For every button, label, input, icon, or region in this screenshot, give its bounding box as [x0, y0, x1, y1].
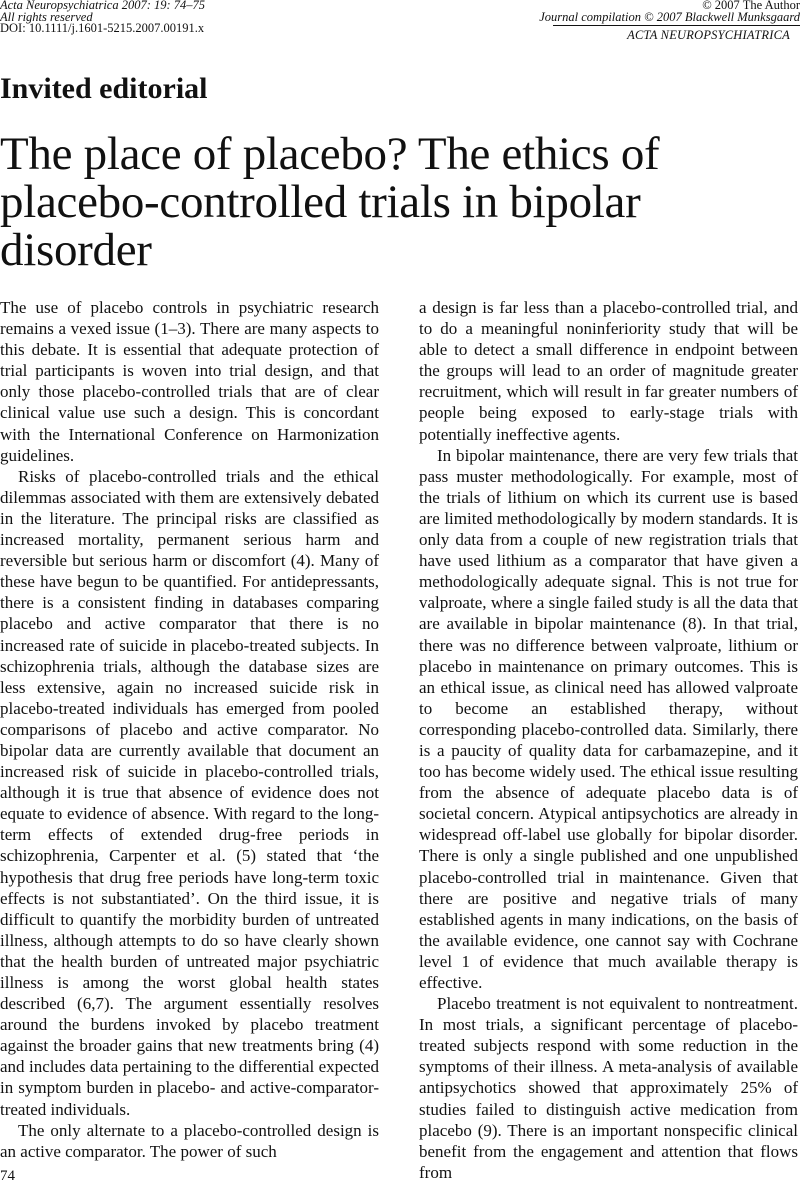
doi-line: DOI: 10.1111/j.1601-5215.2007.00191.x — [0, 21, 205, 35]
journal-copyright: Journal compilation © 2007 Blackwell Munksgaard — [539, 9, 800, 24]
citation-line: Acta Neuropsychiatrica 2007: 19: 74–75 — [0, 0, 206, 12]
left-column — [0, 297, 379, 1162]
author-copyright: © 2007 The Author — [702, 0, 800, 12]
page-number: 74 — [0, 1168, 15, 1184]
paragraph: In bipolar maintenance, there are very few trials that pass muster methodologically. For example, most of the trials of lithium on which its current use is based are limited methodologically by modern standards. It is only data from a couple of new registration trials that have used lithium as a comparator that have given a methodologically adequate signal. This is not true for valproate, where a single failed study is all the data that are available in bipolar maintenance (8). In that trial, there was no difference between valproate, lithium or placebo in maintenance on primary outcomes. This is an ethical issue, as clinical need has allowed valproate to become an established therapy, without corresponding placebo-controlled data. Similarly, there is a paucity of quality data for carbamazepine, and it too has become widely used. The ethical issue resulting from the absence of adequate placebo data is of societal concern. Atypical antipsychotics are already in widespread off-label use globally for bipolar disorder. There is only a single published and one unpublished placebo-controlled trial in maintenance. Given that there are positive and negative trials of many established agents in many indications, on the basis of the available evidence, one cannot say with Cochrane level 1 of evidence that much available therapy is effective. — [419, 445, 798, 992]
right-column — [419, 297, 798, 1183]
paragraph: The only alternate to a placebo-controlled design is an active comparator. The power of such — [0, 1120, 379, 1161]
journal-name: ACTA NEUROPSYCHIATRICA — [627, 28, 790, 42]
running-header-left — [0, 0, 205, 35]
rights-line: All rights reserved — [0, 9, 93, 24]
header-rule — [553, 25, 800, 26]
section-label: Invited editorial — [0, 72, 208, 105]
paragraph: a design is far less than a placebo-controlled trial, and to do a meaningful noninferiority study that will be able to detect a small difference in endpoint between the groups will lead to an order of magnitude greater recruitment, which will result in far greater numbers of people being exposed to early-stage trials with potentially ineffective agents. — [419, 298, 798, 444]
paragraph: The use of placebo controls in psychiatric research remains a vexed issue (1–3). There are many aspects to this debate. It is essential that adequate protection of trial participants is woven into trial design, and that only those placebo-controlled trials that are of clear clinical value use such a design. This is concordant with the International Conference on Harmonization guidelines. — [0, 298, 379, 465]
paragraph: Placebo treatment is not equivalent to nontreatment. In most trials, a significant percentage of placebo-treated subjects respond with some reduction in the symptoms of their illness. A meta-analysis of available antipsychotics showed that approximately 25% of studies failed to distinguish active medication from placebo (9). There is an important nonspecific clinical benefit from the engagement and attention that flows from — [419, 994, 798, 1182]
running-header-right — [539, 0, 800, 23]
article-title: The place of placebo? The ethics of placebo-controlled trials in bipolar disorder — [0, 128, 660, 276]
paragraph: Risks of placebo-controlled trials and the ethical dilemmas associated with them are extensively debated in the literature. The principal risks are classified as increased mortality, permanent serious harm and reversible but serious harm or discomfort (4). Many of these have begun to be quantified. For antidepressants, there is a consistent finding in databases comparing placebo and active comparator that there is no increased rate of suicide in placebo-treated subjects. In schizophrenia trials, although the database sizes are less extensive, again no increased suicide risk in placebo-treated individuals has emerged from pooled comparisons of placebo and active comparator. No bipolar data are currently available that document an increased risk of suicide in placebo-controlled trials, although it is true that absence of evidence does not equate to evidence of absence. With regard to the long-term effects of extended drug-free periods in schizophrenia, Carpenter et al. (5) stated that ‘the hypothesis that drug free periods have long-term toxic effects is not substantiated’. On the third issue, it is difficult to quantify the morbidity burden of untreated illness, although attempts to do so have clearly shown that the health burden of untreated major psychiatric illness is among the worst global health states described (6,7). The argument essentially resolves around the burdens invoked by placebo treatment against the broader gains that new treatments bring (4) and includes data pertaining to the differential expected in symptom burden in placebo- and active-comparator-treated individuals. — [0, 466, 379, 1119]
